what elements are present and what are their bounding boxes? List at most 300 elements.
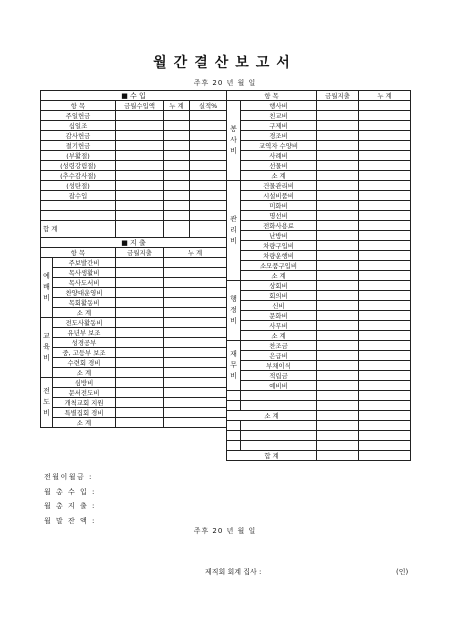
expense-amount-cell[interactable]: [317, 141, 359, 151]
seal-mark: (인): [396, 568, 409, 576]
blank-cell: [227, 431, 241, 441]
expense-amount-cell[interactable]: [116, 308, 164, 318]
table-row: [227, 301, 411, 311]
table-row: [41, 368, 227, 378]
table-row: [227, 421, 411, 431]
expense-cumulative-cell[interactable]: [164, 318, 227, 328]
expense-amount-cell[interactable]: [317, 261, 359, 271]
blank-cell: [227, 421, 241, 431]
table-row: [227, 181, 411, 191]
table-row: [227, 91, 411, 101]
expense-cumulative-cell[interactable]: [359, 341, 411, 351]
expense-amount-cell[interactable]: [116, 358, 164, 368]
expense-cumulative-cell[interactable]: [359, 291, 411, 301]
table-row: [227, 271, 411, 281]
table-cell[interactable]: [317, 421, 359, 431]
expense-amount-cell[interactable]: [116, 368, 164, 378]
expense-amount-cell[interactable]: [116, 388, 164, 398]
table-row: [227, 451, 411, 461]
table-row: [41, 388, 227, 398]
group-label-char: 육: [43, 343, 50, 351]
expense-item-label: 회의비: [241, 291, 317, 301]
table-row: [41, 318, 227, 328]
expense-amount-cell[interactable]: [317, 341, 359, 351]
group-label-char: 비: [230, 372, 237, 380]
col-header-monthly-expense: 금월지출: [317, 91, 359, 101]
expense-amount-cell[interactable]: [317, 361, 359, 371]
expense-item-label: 전화사용료: [241, 221, 317, 231]
expense-amount-cell[interactable]: [317, 381, 359, 391]
expense-cumulative-cell[interactable]: [359, 311, 411, 321]
income-percent-cell[interactable]: [190, 181, 227, 191]
expense-item-label: 문화비: [241, 311, 317, 321]
table-row: [41, 171, 227, 181]
table-row: [41, 238, 227, 248]
table-cell[interactable]: [116, 211, 164, 221]
col-header-item: 항 목: [227, 91, 317, 101]
income-cumulative-cell[interactable]: [164, 121, 190, 131]
expense-item-label: 사무비: [241, 321, 317, 331]
expense-item-label: 개척교회 지원: [53, 398, 116, 408]
group-label-char: 봉: [230, 125, 237, 133]
expense-amount-cell[interactable]: [116, 278, 164, 288]
income-amount-cell[interactable]: [116, 151, 164, 161]
expense-cumulative-cell[interactable]: [359, 171, 411, 181]
expense-cumulative-cell[interactable]: [164, 358, 227, 368]
expense-amount-cell[interactable]: [317, 241, 359, 251]
expense-cumulative-cell[interactable]: [359, 331, 411, 341]
table-row: [41, 211, 227, 221]
table-row: [41, 348, 227, 358]
group-label-char: 배: [43, 283, 50, 291]
expense-cumulative-cell[interactable]: [359, 211, 411, 221]
expense-item-label: 차량운행비: [241, 251, 317, 261]
expense-cumulative-cell[interactable]: [359, 191, 411, 201]
finance-subtotal-label: 소 계: [227, 411, 317, 421]
expense-amount-cell[interactable]: [317, 321, 359, 331]
table-row: [41, 328, 227, 338]
income-percent-cell[interactable]: [190, 121, 227, 131]
signature-date: 주후 20 년 월 일: [193, 527, 257, 535]
expense-cumulative-cell[interactable]: [359, 381, 411, 391]
expense-cumulative-cell[interactable]: [164, 308, 227, 318]
document-title: 월간결산보고서: [153, 55, 297, 71]
expense-amount-cell[interactable]: [317, 371, 359, 381]
group-label-char: 비: [43, 354, 50, 362]
group-label: [227, 281, 241, 341]
right-table: [226, 90, 411, 461]
table-cell[interactable]: [116, 201, 164, 211]
expense-item-label: 주보발간비: [53, 258, 116, 268]
expense-item-label: 수련회 경비: [53, 358, 116, 368]
table-row: [227, 311, 411, 321]
expense-cumulative-cell[interactable]: [359, 351, 411, 361]
income-amount-cell[interactable]: [116, 181, 164, 191]
expense-amount-cell[interactable]: [317, 211, 359, 221]
total-expense-line: 월 총 지 출 :: [44, 502, 96, 510]
group-label: [227, 341, 241, 391]
expense-amount-cell[interactable]: [116, 318, 164, 328]
table-row: [41, 398, 227, 408]
table-row: [227, 281, 411, 291]
expense-item-label: 유년부 보조: [53, 328, 116, 338]
col-header-cumulative: 누 계: [164, 248, 227, 258]
income-total-cumulative[interactable]: [164, 221, 190, 238]
expense-cumulative-cell[interactable]: [164, 368, 227, 378]
table-cell[interactable]: [317, 391, 359, 401]
expense-amount-cell[interactable]: [317, 131, 359, 141]
expense-item-label: 찬양대운영비: [53, 288, 116, 298]
table-row: [227, 261, 411, 271]
table-cell[interactable]: [190, 211, 227, 221]
expense-amount-cell[interactable]: [317, 231, 359, 241]
table-cell[interactable]: [359, 401, 411, 411]
expense-cumulative-cell[interactable]: [164, 338, 227, 348]
table-row: [227, 121, 411, 131]
income-cumulative-cell[interactable]: [164, 141, 190, 151]
table-cell: [241, 391, 317, 401]
income-percent-cell[interactable]: [190, 111, 227, 121]
income-amount-cell[interactable]: [116, 191, 164, 201]
expense-item-label: 미화비: [241, 201, 317, 211]
income-percent-cell[interactable]: [190, 141, 227, 151]
expense-amount-cell[interactable]: [317, 311, 359, 321]
income-cumulative-cell[interactable]: [164, 171, 190, 181]
income-cumulative-cell[interactable]: [164, 111, 190, 121]
expense-cumulative-cell[interactable]: [359, 281, 411, 291]
expense-amount-cell[interactable]: [116, 338, 164, 348]
income-percent-cell[interactable]: [190, 171, 227, 181]
blank-item-cell: [41, 201, 116, 211]
table-row: [227, 371, 411, 381]
expense-cumulative-cell[interactable]: [164, 378, 227, 388]
col-header-item: 항 목: [41, 248, 116, 258]
expense-amount-cell[interactable]: [317, 301, 359, 311]
income-percent-cell[interactable]: [190, 161, 227, 171]
expense-item-label: 특별집회 경비: [53, 408, 116, 418]
expense-item-label: 행사비: [241, 101, 317, 111]
table-row: [41, 268, 227, 278]
income-item-label: 잡수입: [41, 191, 116, 201]
group-label: [227, 101, 241, 181]
expense-cumulative-cell[interactable]: [164, 278, 227, 288]
expense-cumulative-cell[interactable]: [359, 101, 411, 111]
col-header-item: 항 목: [41, 101, 116, 111]
total-income-line: 월 총 수 입 :: [44, 487, 96, 496]
expense-item-label: 전도사활동비: [53, 318, 116, 328]
col-header-cumulative: 누 계: [164, 101, 190, 111]
table-row: [227, 111, 411, 121]
expense-amount-cell[interactable]: [116, 408, 164, 418]
table-row: [227, 341, 411, 351]
income-cumulative-cell[interactable]: [164, 181, 190, 191]
expense-item-label: 부채이식: [241, 361, 317, 371]
group-label-char: 교: [43, 332, 50, 340]
expense-cumulative-cell[interactable]: [359, 371, 411, 381]
signature-label: 제직회 회계 집사 :: [205, 568, 262, 576]
income-amount-cell[interactable]: [116, 111, 164, 121]
expense-item-label: 건물관리비: [241, 181, 317, 191]
expense-amount-cell[interactable]: [116, 288, 164, 298]
table-cell[interactable]: [164, 211, 190, 221]
table-row: [227, 221, 411, 231]
expense-item-label: 난방비: [241, 231, 317, 241]
expense-cumulative-cell[interactable]: [359, 161, 411, 171]
table-row: [41, 151, 227, 161]
expense-item-label: 소 계: [241, 331, 317, 341]
table-row: [227, 431, 411, 441]
table-cell[interactable]: [359, 441, 411, 451]
income-total-amount[interactable]: [116, 221, 164, 238]
income-item-label: 주일헌금: [41, 111, 116, 121]
expense-item-label: 상회비: [241, 281, 317, 291]
table-row: [227, 391, 411, 401]
table-cell[interactable]: [359, 421, 411, 431]
table-cell: [241, 421, 317, 431]
expense-amount-cell[interactable]: [116, 268, 164, 278]
group-label-char: 전: [43, 387, 50, 395]
expense-item-label: 성경공부: [53, 338, 116, 348]
expense-cumulative-cell[interactable]: [164, 258, 227, 268]
table-row: [227, 291, 411, 301]
table-cell[interactable]: [317, 441, 359, 451]
table-row: [227, 331, 411, 341]
group-label-char: 예: [43, 272, 50, 280]
table-cell[interactable]: [359, 431, 411, 441]
expense-cumulative-cell[interactable]: [164, 348, 227, 358]
table-row: [41, 338, 227, 348]
table-row: [227, 131, 411, 141]
group-label: [41, 318, 53, 378]
table-cell[interactable]: [190, 201, 227, 211]
expense-cumulative-cell[interactable]: [359, 111, 411, 121]
income-total-label: 합 계: [41, 221, 116, 238]
expense-amount-cell[interactable]: [116, 328, 164, 338]
expense-item-label: 시설비품비: [241, 191, 317, 201]
income-cumulative-cell[interactable]: [164, 161, 190, 171]
expense-amount-cell[interactable]: [317, 271, 359, 281]
table-row: [41, 131, 227, 141]
expense-amount-cell[interactable]: [317, 281, 359, 291]
expense-cumulative-cell[interactable]: [359, 361, 411, 371]
expense-amount-cell[interactable]: [317, 191, 359, 201]
expense-cumulative-cell[interactable]: [164, 268, 227, 278]
group-label-char: 행: [230, 295, 237, 303]
table-cell[interactable]: [317, 431, 359, 441]
expense-item-label: 문서전도비: [53, 388, 116, 398]
table-row: [41, 298, 227, 308]
expense-section-label: ■ 지 출: [41, 238, 227, 248]
expense-item-label: 교역자 수양비: [241, 141, 317, 151]
expense-item-label: 심방비: [53, 378, 116, 388]
group-label-char: 비: [230, 147, 237, 155]
grand-total-label: 합 계: [227, 451, 317, 461]
expense-item-label: 구제비: [241, 121, 317, 131]
expense-cumulative-cell[interactable]: [359, 141, 411, 151]
table-row: [41, 201, 227, 211]
group-label-char: 비: [43, 409, 50, 417]
expense-cumulative-cell[interactable]: [164, 328, 227, 338]
carryover-line: 전월이월금 :: [44, 473, 93, 481]
group-label: [41, 258, 53, 318]
expense-cumulative-cell[interactable]: [359, 131, 411, 141]
expense-amount-cell[interactable]: [317, 351, 359, 361]
expense-amount-cell[interactable]: [317, 171, 359, 181]
income-total-percent[interactable]: [190, 221, 227, 238]
table-row: [227, 351, 411, 361]
expense-item-label: 소 계: [53, 368, 116, 378]
income-item-label: (추수감사절): [41, 171, 116, 181]
income-percent-cell[interactable]: [190, 131, 227, 141]
expense-item-label: 소 계: [241, 171, 317, 181]
group-label-char: 관: [230, 215, 237, 223]
table-cell[interactable]: [359, 391, 411, 401]
group-label-char: 비: [230, 237, 237, 245]
expense-amount-cell[interactable]: [116, 398, 164, 408]
expense-amount-cell[interactable]: [317, 151, 359, 161]
expense-amount-cell[interactable]: [116, 258, 164, 268]
income-amount-cell[interactable]: [116, 161, 164, 171]
expense-cumulative-cell[interactable]: [164, 418, 227, 428]
expense-amount-cell[interactable]: [317, 201, 359, 211]
col-header-monthly-expense: 금월지출: [116, 248, 164, 258]
income-cumulative-cell[interactable]: [164, 131, 190, 141]
expense-cumulative-cell[interactable]: [359, 201, 411, 211]
table-row: [41, 408, 227, 418]
expense-amount-cell[interactable]: [317, 101, 359, 111]
expense-item-label: 선물비: [241, 161, 317, 171]
blank-item-cell: [41, 211, 116, 221]
expense-amount-cell[interactable]: [317, 221, 359, 231]
expense-amount-cell[interactable]: [317, 251, 359, 261]
income-item-label: (부활절): [41, 151, 116, 161]
expense-amount-cell[interactable]: [116, 378, 164, 388]
expense-cumulative-cell[interactable]: [164, 388, 227, 398]
table-row: [227, 161, 411, 171]
table-row: [227, 211, 411, 221]
table-cell: [241, 401, 317, 411]
finance-subtotal-cumulative[interactable]: [359, 411, 411, 421]
grand-total-amount[interactable]: [317, 451, 359, 461]
income-amount-cell[interactable]: [116, 131, 164, 141]
income-cumulative-cell[interactable]: [164, 151, 190, 161]
income-item-label: 절기헌금: [41, 141, 116, 151]
income-amount-cell[interactable]: [116, 171, 164, 181]
group-label-char: 재: [230, 350, 237, 358]
grand-total-cumulative[interactable]: [359, 451, 411, 461]
expense-amount-cell[interactable]: [317, 181, 359, 191]
expense-amount-cell[interactable]: [317, 291, 359, 301]
expense-amount-cell[interactable]: [317, 161, 359, 171]
col-header-percent: 실적%: [190, 101, 227, 111]
expense-item-label: 명선비: [241, 211, 317, 221]
expense-item-label: 목사도서비: [53, 278, 116, 288]
expense-amount-cell[interactable]: [317, 331, 359, 341]
income-amount-cell[interactable]: [116, 141, 164, 151]
expense-cumulative-cell[interactable]: [359, 271, 411, 281]
table-row: [227, 441, 411, 451]
expense-amount-cell[interactable]: [116, 298, 164, 308]
expense-cumulative-cell[interactable]: [164, 298, 227, 308]
table-row: [41, 191, 227, 201]
table-row: [41, 308, 227, 318]
expense-cumulative-cell[interactable]: [164, 408, 227, 418]
col-header-cumulative: 누 계: [359, 91, 411, 101]
report-date: 주후 20 년 월 일: [193, 79, 257, 87]
table-row: [41, 378, 227, 388]
table-row: [227, 231, 411, 241]
expense-item-label: 목사생활비: [53, 268, 116, 278]
group-label-char: 리: [230, 226, 237, 234]
table-row: [41, 288, 227, 298]
table-row: [227, 251, 411, 261]
table-row: [227, 401, 411, 411]
group-label-char: 무: [230, 361, 237, 369]
expense-item-label: 소 계: [241, 271, 317, 281]
table-cell[interactable]: [164, 201, 190, 211]
income-percent-cell[interactable]: [190, 151, 227, 161]
expense-cumulative-cell[interactable]: [359, 251, 411, 261]
expense-amount-cell[interactable]: [116, 418, 164, 428]
expense-cumulative-cell[interactable]: [359, 151, 411, 161]
table-row: [227, 381, 411, 391]
income-item-label: (성탄절): [41, 181, 116, 191]
income-cumulative-cell[interactable]: [164, 191, 190, 201]
expense-item-label: 차량구입비: [241, 241, 317, 251]
expense-amount-cell[interactable]: [116, 348, 164, 358]
table-row: [227, 191, 411, 201]
income-item-label: 십일조: [41, 121, 116, 131]
table-row: [227, 411, 411, 421]
expense-amount-cell[interactable]: [317, 111, 359, 121]
table-row: [41, 121, 227, 131]
expense-item-label: 소모품구입비: [241, 261, 317, 271]
finance-subtotal-amount[interactable]: [317, 411, 359, 421]
income-amount-cell[interactable]: [116, 121, 164, 131]
table-row: [227, 101, 411, 111]
expense-cumulative-cell[interactable]: [359, 321, 411, 331]
expense-cumulative-cell[interactable]: [359, 231, 411, 241]
expense-amount-cell[interactable]: [317, 121, 359, 131]
group-label-char: 비: [230, 317, 237, 325]
expense-cumulative-cell[interactable]: [359, 221, 411, 231]
group-label-char: 정: [230, 306, 237, 314]
table-row: [227, 321, 411, 331]
table-row: [41, 111, 227, 121]
table-row: [227, 151, 411, 161]
expense-item-label: 소 계: [53, 308, 116, 318]
table-cell: [241, 441, 317, 451]
expense-cumulative-cell[interactable]: [359, 261, 411, 271]
table-row: [227, 141, 411, 151]
expense-cumulative-cell[interactable]: [359, 181, 411, 191]
expense-item-label: 소 계: [53, 418, 116, 428]
table-cell[interactable]: [317, 401, 359, 411]
table-cell: [241, 431, 317, 441]
expense-cumulative-cell[interactable]: [359, 121, 411, 131]
expense-cumulative-cell[interactable]: [359, 301, 411, 311]
table-row: [227, 361, 411, 371]
table-row: [41, 221, 227, 238]
expense-cumulative-cell[interactable]: [164, 288, 227, 298]
expense-cumulative-cell[interactable]: [164, 398, 227, 408]
expense-item-label: 예비비: [241, 381, 317, 391]
table-row: [41, 141, 227, 151]
income-percent-cell[interactable]: [190, 191, 227, 201]
blank-cell: [227, 441, 241, 451]
group-label-char: 사: [230, 136, 237, 144]
expense-cumulative-cell[interactable]: [359, 241, 411, 251]
